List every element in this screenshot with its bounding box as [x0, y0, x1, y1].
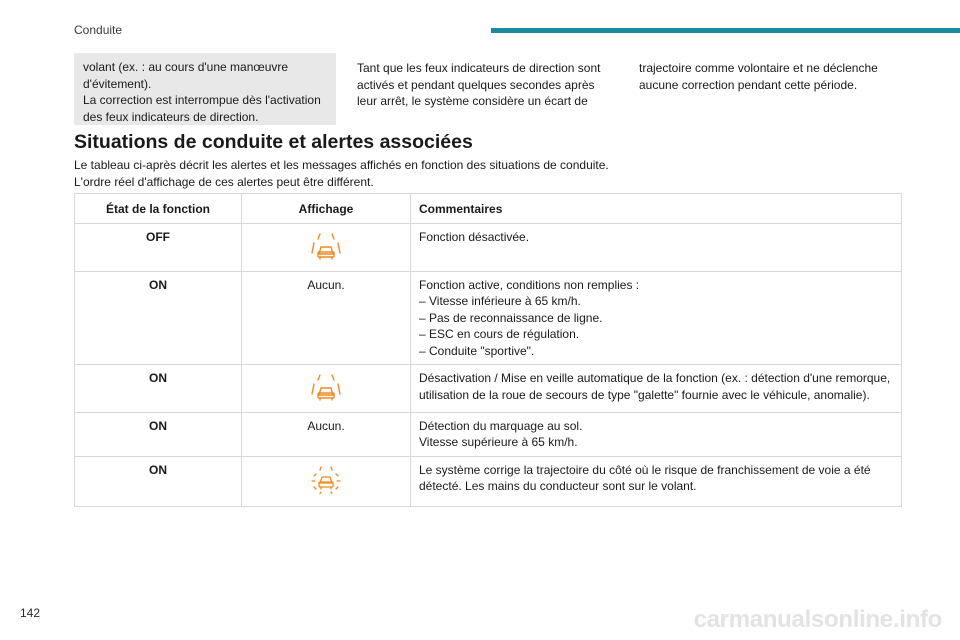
table-header-row — [75, 194, 902, 224]
display-cell: Aucun. — [242, 271, 411, 365]
display-cell: Aucun. — [242, 412, 411, 456]
section-intro — [74, 157, 894, 190]
display-cell — [242, 365, 411, 413]
section-heading: Situations de conduite et alertes associées — [74, 131, 473, 153]
header-accent-bar — [491, 28, 960, 33]
comments-cell — [411, 365, 902, 413]
lane-departure-warning-icon — [311, 233, 341, 261]
display-cell — [242, 456, 411, 506]
state-cell: ON — [75, 456, 242, 506]
text-column-3 — [639, 60, 899, 93]
comment-line: Vitesse supérieure à 65 km/h. — [419, 435, 578, 449]
watermark: carmanualsonline.info — [693, 606, 942, 633]
note-line: La correction est interrompue dès l'activation des feux indicateurs de direction. — [83, 93, 321, 124]
column-header-comments: Commentaires — [411, 194, 902, 224]
lane-departure-warning-icon — [311, 374, 341, 402]
section-label: Conduite — [74, 23, 123, 37]
comment-line: Fonction active, conditions non remplies : — [419, 277, 640, 292]
intro-line: Le tableau ci-après décrit les alertes et les messages affichés en fonction des situations de conduite. — [74, 158, 609, 172]
comment-line: – ESC en cours de régulation. — [419, 327, 580, 341]
comment-line: Détection du marquage au sol. — [419, 418, 583, 433]
table-row — [75, 365, 902, 413]
intro-line: L'ordre réel d'affichage de ces alertes peut être différent. — [74, 174, 374, 189]
comment-line: – Pas de reconnaissance de ligne. — [419, 310, 603, 325]
page-number: 142 — [20, 606, 41, 620]
table-row — [75, 412, 902, 456]
comments-cell — [411, 224, 902, 272]
column-header-display: Affichage — [242, 194, 411, 224]
comment-line: – Conduite "sportive". — [419, 343, 535, 358]
comment-line: – Vitesse inférieure à 65 km/h. — [419, 294, 581, 308]
table-row — [75, 456, 902, 506]
text-column-2 — [357, 60, 617, 110]
comment-line: Fonction désactivée. — [419, 230, 530, 244]
table-row — [75, 224, 902, 272]
comment-line: Désactivation / Mise en veille automatique de la fonction (ex. : détection d'une remorque, utilisation de la roue de secours de type "galette" fournie avec le véhicule, anomalie). — [419, 371, 891, 402]
state-cell: ON — [75, 271, 242, 365]
comments-cell — [411, 412, 902, 456]
lane-correction-active-icon — [311, 466, 341, 494]
paragraph: Tant que les feux indicateurs de direction sont activés et pendant quelques secondes après leur arrêt, le système considère un écart de — [357, 61, 601, 108]
paragraph: trajectoire comme volontaire et ne déclenche aucune correction pendant cette période. — [639, 61, 878, 92]
state-cell: ON — [75, 412, 242, 456]
comments-cell — [411, 271, 902, 365]
state-cell: OFF — [75, 224, 242, 272]
alerts-table — [74, 193, 902, 507]
table-row — [75, 271, 902, 365]
note-line: volant (ex. : au cours d'une manœuvre d'évitement). — [83, 60, 289, 91]
column-header-state: État de la fonction — [75, 194, 242, 224]
state-cell: ON — [75, 365, 242, 413]
note-box — [74, 53, 336, 125]
display-cell — [242, 224, 411, 272]
comments-cell — [411, 456, 902, 506]
comment-line: Le système corrige la trajectoire du côté où le risque de franchissement de voie a été détecté. Les mains du conducteur sont sur le volant. — [419, 462, 871, 493]
